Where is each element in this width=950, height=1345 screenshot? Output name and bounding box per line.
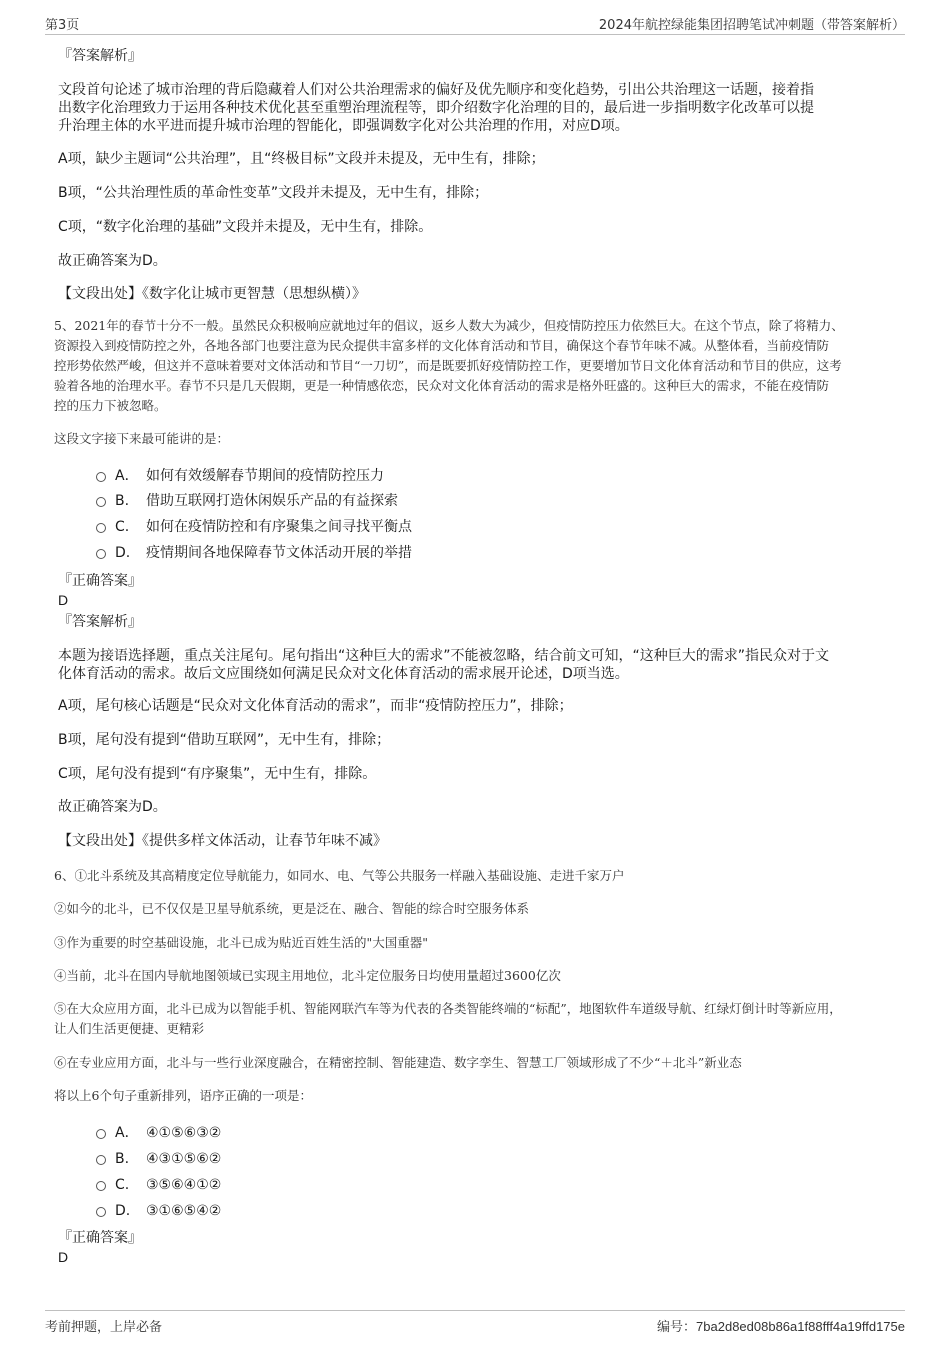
q4-option-a-note: A项，缺少主题词“公共治理”，且“终极目标”文段并未提及，无中生有，排除； [58,151,545,167]
q6-sentence-2: ②如今的北斗，已不仅仅是卫星导航系统，更是泛在、融合、智能的综合时空服务体系 [54,901,530,916]
q5-answer: D [58,592,69,608]
page-number: 第3页 [45,18,80,33]
option-text: 疫情期间各地保障春节文体活动开展的举措 [146,545,412,561]
q4-conclusion: 故正确答案为D。 [58,253,167,269]
q4-analysis-text [58,81,900,135]
option-letter: B. [115,1151,130,1167]
q6-option-c[interactable] [96,1175,221,1195]
q6-option-d[interactable] [96,1201,221,1221]
option-text: ③①⑥⑤④② [146,1203,222,1219]
q6-sentence-1: 6、①北斗系统及其高精度定位导航能力，如同水、电、气等公共服务一样融入基础设施、走进千家万户 [54,868,625,883]
q5-conclusion: 故正确答案为D。 [58,799,167,815]
footer-slogan: 考前押题，上岸必备 [45,1320,163,1335]
q6-option-b[interactable] [96,1149,221,1169]
document-title: 2024年航控绿能集团招聘笔试冲刺题（带答案解析） [598,18,905,33]
q5-stem-line: 验着各地的治理水平。春节不只是几天假期，更是一种情感依恋，民众对文化体育活动的需求是格外旺盛的。这种巨大的需求，不能在疫情防 [54,378,830,393]
radio-icon[interactable] [96,1207,106,1217]
q4-analysis-label: 『答案解析』 [58,48,142,64]
option-letter: A． [115,1125,139,1141]
radio-icon[interactable] [96,549,106,559]
q5-option-c[interactable] [96,517,412,537]
q6-answer-label: 『正确答案』 [58,1230,142,1246]
q6-sentence-6: ⑥在专业应用方面，北斗与一些行业深度融合，在精密控制、智能建造、数字孪生、智慧工厂领域形成了不少“＋北斗”新业态 [54,1055,742,1070]
option-letter: A． [115,468,139,484]
q4-analysis-line: 升治理主体的水平进而提升城市治理的智能化，即强调数字化对公共治理的作用，对应D项。 [58,118,629,134]
option-text: ④③①⑤⑥② [146,1151,222,1167]
q5-question: 这段文字接下来最可能讲的是： [54,431,230,446]
q6-sentence-5-line: ⑤在大众应用方面，北斗已成为以智能手机、智能网联汽车等为代表的各类智能终端的“标配”，地图软件车道级导航、红绿灯倒计时等新应用， [54,1001,842,1016]
option-letter: C. [115,519,130,535]
option-letter: D. [115,1203,131,1219]
q4-option-b-note: B项，“公共治理性质的革命性变革”文段并未提及，无中生有，排除； [58,185,489,201]
option-text: 如何有效缓解春节期间的疫情防控压力 [146,468,384,484]
q6-sentence-4: ④当前，北斗在国内导航地图领域已实现主用地位，北斗定位服务日均使用量超过3600亿次 [54,968,561,983]
option-letter: C. [115,1177,130,1193]
q5-option-a[interactable] [96,466,384,486]
page-header [45,12,905,35]
page-footer [45,1310,905,1339]
radio-icon[interactable] [96,497,106,507]
q5-analysis-line: 本题为接语选择题，重点关注尾句。尾句指出“这种巨大的需求”不能被忽略，结合前文可知，“这种巨大的需求”指民众对于文 [58,648,830,664]
q6-sentence-5 [54,999,900,1039]
radio-icon[interactable] [96,1155,106,1165]
q4-analysis-line: 文段首句论述了城市治理的背后隐藏着人们对公共治理需求的偏好及优先顺序和变化趋势，引出公共治理这一话题，接着指 [58,82,814,98]
q5-option-d[interactable] [96,543,412,563]
option-text: 借助互联网打造休闲娱乐产品的有益探索 [146,493,398,509]
q5-option-b-note: B项，尾句没有提到“借助互联网”，无中生有，排除； [58,732,391,748]
q5-option-a-note: A项，尾句核心话题是“民众对文化体育活动的需求”，而非“疫情防控压力”，排除； [58,698,573,714]
q5-stem [54,316,900,416]
q6-option-a[interactable] [96,1123,221,1143]
option-text: ④①⑤⑥③② [146,1125,222,1141]
q6-sentence-3: ③作为重要的时空基础设施，北斗已成为贴近百姓生活的"大国重器" [54,935,429,950]
q5-analysis-line: 化体育活动的需求。故后文应围绕如何满足民众对文化体育活动的需求展开论述，D项当选。 [58,666,629,682]
radio-icon[interactable] [96,523,106,533]
q5-source: 【文段出处】《提供多样文体活动，让春节年味不减》 [58,833,387,849]
footer-code: 编号：7ba2d8ed08b86a1f88fff4a19ffd175e [657,1319,905,1334]
q5-stem-line: 5、2021年的春节十分不一般。虽然民众积极响应就地过年的倡议，返乡人数大为减少，但疫情防控压力依然巨大。在这个节点，除了将精力、 [54,318,844,333]
q5-analysis-label: 『答案解析』 [58,614,142,630]
q4-source: 【文段出处】《数字化让城市更智慧（思想纵横）》 [58,286,366,302]
q5-stem-line: 控的压力下被忽略。 [54,398,167,413]
q5-option-b[interactable] [96,491,398,511]
q5-answer-label: 『正确答案』 [58,573,142,589]
q4-analysis-line: 出数字化治理致力于运用各种技术优化甚至重塑治理流程等，即介绍数字化治理的目的，最后进一步指明数字化改革可以提 [58,100,814,116]
radio-icon[interactable] [96,1181,106,1191]
q6-answer: D [58,1249,69,1265]
option-letter: D. [115,545,131,561]
option-text: ③⑤⑥④①② [146,1177,222,1193]
q6-question: 将以上6个句子重新排列，语序正确的一项是： [54,1088,312,1103]
q6-sentence-5-line: 让人们生活更便捷、更精彩 [54,1021,205,1036]
q5-stem-line: 控形势依然严峻，但这并不意味着要对文体活动和节目“一刀切”，而是既要抓好疫情防控工作，更要增加节日文化体育活动和节目的供应，这考 [54,358,842,373]
radio-icon[interactable] [96,1129,106,1139]
q4-option-c-note: C项，“数字化治理的基础”文段并未提及，无中生有，排除。 [58,219,433,235]
option-letter: B. [115,493,130,509]
option-text: 如何在疫情防控和有序聚集之间寻找平衡点 [146,519,412,535]
q5-stem-line: 资源投入到疫情防控之外，各地各部门也要注意为民众提供丰富多样的文化体育活动和节目，确保这个春节年味不减。从整体看，当前疫情防 [54,338,830,353]
q5-analysis-text [58,647,900,683]
radio-icon[interactable] [96,472,106,482]
q5-option-c-note: C项，尾句没有提到“有序聚集”，无中生有，排除。 [58,766,377,782]
